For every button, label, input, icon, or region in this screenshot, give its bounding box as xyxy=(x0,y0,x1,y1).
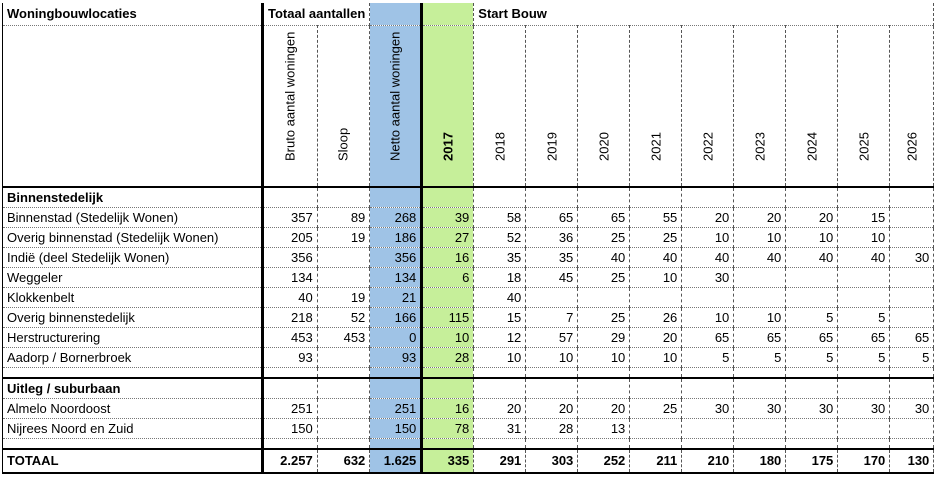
cell-value: 25 xyxy=(578,308,630,328)
cell-value: 5 xyxy=(890,348,934,368)
row-label: Weggeler xyxy=(3,268,263,288)
cell-value xyxy=(263,439,318,450)
cell-value: 10 xyxy=(526,348,578,368)
cell-value: 453 xyxy=(317,328,370,348)
cell-value: 29 xyxy=(578,328,630,348)
cell-value xyxy=(786,187,838,208)
cell-value xyxy=(263,378,318,399)
cell-value xyxy=(474,439,526,450)
cell-value xyxy=(578,439,630,450)
column-header-text: Bruto aantal woningen xyxy=(282,31,298,161)
cell-value xyxy=(734,268,786,288)
cell-value: 166 xyxy=(370,308,422,328)
cell-value: 20 xyxy=(682,208,734,228)
cell-value xyxy=(734,187,786,208)
cell-value: 40 xyxy=(734,248,786,268)
header-row-columns xyxy=(3,26,934,188)
cell-value: 40 xyxy=(474,288,526,308)
cell-value: 36 xyxy=(526,228,578,248)
cell-value: 15 xyxy=(838,208,890,228)
cell-value xyxy=(786,368,838,379)
cell-value: 65 xyxy=(734,328,786,348)
total-row xyxy=(3,449,934,473)
cell-value: 55 xyxy=(630,208,682,228)
cell-value: 251 xyxy=(370,399,422,419)
column-header-2025 xyxy=(838,26,890,188)
column-header-sloop xyxy=(317,26,370,188)
cell-value: 335 xyxy=(422,449,474,473)
cell-value: 15 xyxy=(474,308,526,328)
cell-value xyxy=(317,419,370,439)
column-header-text: 2025 xyxy=(856,132,872,161)
row-label: Overig binnenstedelijk xyxy=(3,308,263,328)
cell-value xyxy=(630,368,682,379)
cell-value xyxy=(474,378,526,399)
cell-value: 21 xyxy=(370,288,422,308)
header-locations: Woningbouwlocaties xyxy=(3,3,263,26)
cell-value: 30 xyxy=(838,399,890,419)
cell-value xyxy=(422,378,474,399)
cell-value xyxy=(838,268,890,288)
cell-value xyxy=(526,187,578,208)
cell-value xyxy=(317,439,370,450)
header-blank-2017 xyxy=(422,3,474,26)
cell-value xyxy=(734,419,786,439)
cell-value xyxy=(786,419,838,439)
cell-value xyxy=(838,439,890,450)
column-header-text: Sloop xyxy=(335,127,351,161)
column-header-2017 xyxy=(422,26,474,188)
cell-value: 10 xyxy=(838,228,890,248)
column-header-text: 2022 xyxy=(700,132,716,161)
cell-value xyxy=(890,419,934,439)
table-row xyxy=(3,328,934,348)
cell-value: 7 xyxy=(526,308,578,328)
column-header-2022 xyxy=(682,26,734,188)
cell-value xyxy=(890,378,934,399)
cell-value: 5 xyxy=(734,348,786,368)
cell-value: 10 xyxy=(474,348,526,368)
cell-value: 40 xyxy=(838,248,890,268)
cell-value xyxy=(890,439,934,450)
cell-value: 89 xyxy=(317,208,370,228)
cell-value: 28 xyxy=(526,419,578,439)
column-header-2021 xyxy=(630,26,682,188)
table-row xyxy=(3,208,934,228)
table-row xyxy=(3,419,934,439)
cell-value: 356 xyxy=(263,248,318,268)
cell-value xyxy=(682,378,734,399)
cell-value xyxy=(526,368,578,379)
row-label: Almelo Noordoost xyxy=(3,399,263,419)
cell-value: 2.257 xyxy=(263,449,318,473)
cell-value xyxy=(682,439,734,450)
cell-value: 35 xyxy=(474,248,526,268)
row-label: Binnenstad (Stedelijk Wonen) xyxy=(3,208,263,228)
cell-value: 25 xyxy=(578,228,630,248)
cell-value: 134 xyxy=(370,268,422,288)
cell-value xyxy=(786,378,838,399)
cell-value: 5 xyxy=(838,308,890,328)
table-row xyxy=(3,268,934,288)
cell-value: 10 xyxy=(682,308,734,328)
cell-value: 20 xyxy=(474,399,526,419)
cell-value: 65 xyxy=(786,328,838,348)
cell-value: 12 xyxy=(474,328,526,348)
cell-value xyxy=(630,419,682,439)
cell-value: 65 xyxy=(682,328,734,348)
cell-value xyxy=(578,368,630,379)
cell-value xyxy=(526,288,578,308)
cell-value: 13 xyxy=(578,419,630,439)
cell-value xyxy=(370,439,422,450)
row-label: TOTAAL xyxy=(3,449,263,473)
cell-value xyxy=(682,187,734,208)
cell-value xyxy=(682,419,734,439)
cell-value xyxy=(317,268,370,288)
cell-value xyxy=(317,248,370,268)
cell-value: 30 xyxy=(786,399,838,419)
section-row xyxy=(3,378,934,399)
cell-value: 65 xyxy=(578,208,630,228)
row-label: Herstructurering xyxy=(3,328,263,348)
table-row xyxy=(3,348,934,368)
cell-value xyxy=(317,378,370,399)
cell-value: 30 xyxy=(682,399,734,419)
cell-value: 211 xyxy=(630,449,682,473)
cell-value xyxy=(263,187,318,208)
cell-value: 5 xyxy=(786,308,838,328)
cell-value: 93 xyxy=(370,348,422,368)
cell-value xyxy=(890,308,934,328)
row-label: Klokkenbelt xyxy=(3,288,263,308)
column-header-2020 xyxy=(578,26,630,188)
cell-value: 291 xyxy=(474,449,526,473)
cell-value: 20 xyxy=(578,399,630,419)
cell-value xyxy=(682,368,734,379)
cell-value xyxy=(838,368,890,379)
cell-value: 10 xyxy=(630,348,682,368)
cell-value xyxy=(734,288,786,308)
cell-value xyxy=(734,439,786,450)
cell-value xyxy=(838,288,890,308)
housing-table xyxy=(2,3,934,474)
column-header-text: 2019 xyxy=(544,132,560,161)
cell-value: 40 xyxy=(630,248,682,268)
cell-value xyxy=(317,348,370,368)
cell-value: 25 xyxy=(630,399,682,419)
row-label xyxy=(3,439,263,450)
cell-value xyxy=(317,187,370,208)
cell-value xyxy=(422,288,474,308)
table-row xyxy=(3,399,934,419)
cell-value: 16 xyxy=(422,399,474,419)
cell-value xyxy=(786,288,838,308)
table-row xyxy=(3,308,934,328)
cell-value: 252 xyxy=(578,449,630,473)
cell-value: 10 xyxy=(422,328,474,348)
cell-value xyxy=(734,368,786,379)
cell-value xyxy=(422,368,474,379)
header-blank-label xyxy=(3,26,263,188)
cell-value: 30 xyxy=(734,399,786,419)
cell-value: 175 xyxy=(786,449,838,473)
cell-value: 40 xyxy=(682,248,734,268)
cell-value xyxy=(630,439,682,450)
cell-value: 150 xyxy=(370,419,422,439)
cell-value xyxy=(422,439,474,450)
cell-value xyxy=(474,368,526,379)
cell-value: 210 xyxy=(682,449,734,473)
column-header-text: 2017 xyxy=(440,132,456,161)
cell-value: 356 xyxy=(370,248,422,268)
header-row-groups xyxy=(3,3,934,26)
cell-value xyxy=(890,288,934,308)
cell-value: 170 xyxy=(838,449,890,473)
cell-value: 30 xyxy=(682,268,734,288)
row-label: Uitleg / suburbaan xyxy=(3,378,263,399)
column-header-text: 2026 xyxy=(904,132,920,161)
cell-value: 134 xyxy=(263,268,318,288)
cell-value: 20 xyxy=(630,328,682,348)
cell-value: 78 xyxy=(422,419,474,439)
cell-value: 10 xyxy=(578,348,630,368)
column-header-text: 2024 xyxy=(804,132,820,161)
cell-value: 130 xyxy=(890,449,934,473)
column-header-text: 2020 xyxy=(596,132,612,161)
cell-value: 65 xyxy=(890,328,934,348)
cell-value: 58 xyxy=(474,208,526,228)
header-blank-netto xyxy=(370,3,422,26)
cell-value: 19 xyxy=(317,288,370,308)
cell-value: 0 xyxy=(370,328,422,348)
table-row xyxy=(3,228,934,248)
cell-value: 57 xyxy=(526,328,578,348)
cell-value xyxy=(838,187,890,208)
column-header-2019 xyxy=(526,26,578,188)
row-label: Aadorp / Bornerbroek xyxy=(3,348,263,368)
cell-value: 40 xyxy=(578,248,630,268)
cell-value xyxy=(838,378,890,399)
cell-value: 5 xyxy=(838,348,890,368)
cell-value xyxy=(630,187,682,208)
cell-value: 205 xyxy=(263,228,318,248)
section-row xyxy=(3,187,934,208)
cell-value xyxy=(578,288,630,308)
table-row xyxy=(3,248,934,268)
cell-value: 39 xyxy=(422,208,474,228)
cell-value xyxy=(630,378,682,399)
column-header-text: 2023 xyxy=(752,132,768,161)
cell-value xyxy=(370,187,422,208)
cell-value: 180 xyxy=(734,449,786,473)
cell-value: 186 xyxy=(370,228,422,248)
cell-value xyxy=(370,378,422,399)
cell-value: 31 xyxy=(474,419,526,439)
cell-value: 20 xyxy=(786,208,838,228)
column-header-netto-aantal-woningen xyxy=(370,26,422,188)
row-label: Nijrees Noord en Zuid xyxy=(3,419,263,439)
cell-value: 10 xyxy=(734,308,786,328)
cell-value xyxy=(263,368,318,379)
cell-value: 30 xyxy=(890,248,934,268)
cell-value: 268 xyxy=(370,208,422,228)
cell-value xyxy=(317,399,370,419)
cell-value: 28 xyxy=(422,348,474,368)
cell-value: 40 xyxy=(786,248,838,268)
cell-value: 45 xyxy=(526,268,578,288)
cell-value xyxy=(890,187,934,208)
cell-value xyxy=(578,187,630,208)
cell-value xyxy=(370,368,422,379)
column-header-2024 xyxy=(786,26,838,188)
table-row xyxy=(3,288,934,308)
column-header-text: 2021 xyxy=(648,132,664,161)
header-totals: Totaal aantallen xyxy=(263,3,370,26)
cell-value: 19 xyxy=(317,228,370,248)
column-header-text: Netto aantal woningen xyxy=(387,31,403,161)
cell-value: 357 xyxy=(263,208,318,228)
cell-value: 52 xyxy=(317,308,370,328)
cell-value xyxy=(890,268,934,288)
cell-value: 65 xyxy=(526,208,578,228)
cell-value xyxy=(838,419,890,439)
cell-value: 10 xyxy=(630,268,682,288)
cell-value: 303 xyxy=(526,449,578,473)
cell-value: 35 xyxy=(526,248,578,268)
column-header-2023 xyxy=(734,26,786,188)
cell-value xyxy=(786,439,838,450)
cell-value xyxy=(734,378,786,399)
cell-value: 218 xyxy=(263,308,318,328)
cell-value: 10 xyxy=(786,228,838,248)
spacer-row xyxy=(3,439,934,450)
cell-value xyxy=(317,368,370,379)
row-label: Binnenstedelijk xyxy=(3,187,263,208)
cell-value xyxy=(474,187,526,208)
header-start-bouw: Start Bouw xyxy=(474,3,934,26)
cell-value: 150 xyxy=(263,419,318,439)
row-label: Overig binnenstad (Stedelijk Wonen) xyxy=(3,228,263,248)
cell-value: 40 xyxy=(263,288,318,308)
cell-value: 27 xyxy=(422,228,474,248)
cell-value: 251 xyxy=(263,399,318,419)
cell-value: 453 xyxy=(263,328,318,348)
cell-value: 1.625 xyxy=(370,449,422,473)
cell-value xyxy=(890,208,934,228)
cell-value: 25 xyxy=(630,228,682,248)
cell-value: 16 xyxy=(422,248,474,268)
cell-value xyxy=(526,439,578,450)
row-label xyxy=(3,368,263,379)
cell-value xyxy=(422,187,474,208)
column-header-2018 xyxy=(474,26,526,188)
cell-value xyxy=(786,268,838,288)
cell-value: 25 xyxy=(578,268,630,288)
cell-value: 30 xyxy=(890,399,934,419)
cell-value: 20 xyxy=(526,399,578,419)
column-header-2026 xyxy=(890,26,934,188)
cell-value xyxy=(890,228,934,248)
cell-value: 52 xyxy=(474,228,526,248)
cell-value: 10 xyxy=(734,228,786,248)
cell-value: 93 xyxy=(263,348,318,368)
cell-value: 632 xyxy=(317,449,370,473)
cell-value xyxy=(526,378,578,399)
cell-value: 115 xyxy=(422,308,474,328)
column-header-bruto-aantal-woningen xyxy=(263,26,318,188)
cell-value: 5 xyxy=(786,348,838,368)
cell-value: 20 xyxy=(734,208,786,228)
spacer-row xyxy=(3,368,934,379)
cell-value: 26 xyxy=(630,308,682,328)
cell-value: 6 xyxy=(422,268,474,288)
cell-value xyxy=(890,368,934,379)
cell-value xyxy=(630,288,682,308)
cell-value xyxy=(578,378,630,399)
cell-value xyxy=(682,288,734,308)
cell-value: 65 xyxy=(838,328,890,348)
column-header-text: 2018 xyxy=(492,132,508,161)
cell-value: 10 xyxy=(682,228,734,248)
cell-value: 5 xyxy=(682,348,734,368)
cell-value: 18 xyxy=(474,268,526,288)
row-label: Indië (deel Stedelijk Wonen) xyxy=(3,248,263,268)
